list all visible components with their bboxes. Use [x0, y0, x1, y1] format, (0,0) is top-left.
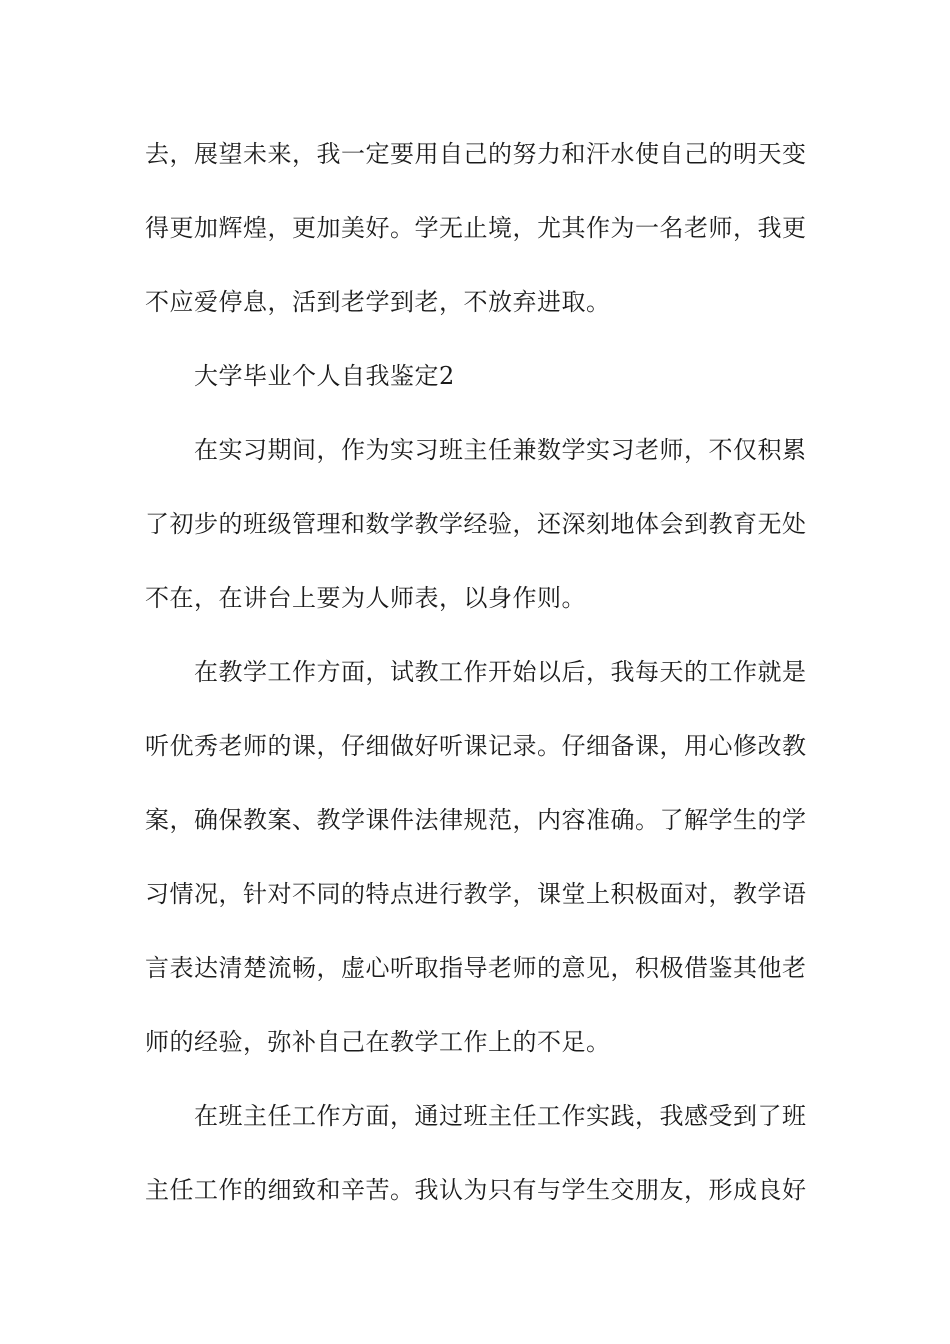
text-line: 言表达清楚流畅，虚心听取指导老师的意见，积极借鉴其他老 — [145, 954, 807, 982]
text-line: 不应爱停息，活到老学到老，不放弃进取。 — [145, 288, 611, 316]
paragraph-start-line: 在实习期间，作为实习班主任兼数学实习老师，不仅积累 — [194, 436, 807, 464]
paragraph-start-line: 在教学工作方面，试教工作开始以后，我每天的工作就是 — [194, 658, 807, 686]
text-line: 去，展望未来，我一定要用自己的努力和汗水使自己的明天变 — [145, 140, 807, 168]
text-line: 得更加辉煌，更加美好。学无止境，尤其作为一名老师，我更 — [145, 214, 807, 242]
text-line: 主任工作的细致和辛苦。我认为只有与学生交朋友，形成良好 — [145, 1176, 807, 1204]
text-line: 了初步的班级管理和数学教学经验，还深刻地体会到教育无处 — [145, 510, 807, 538]
text-line: 习情况，针对不同的特点进行教学，课堂上积极面对，教学语 — [145, 880, 807, 908]
paragraph-start-line: 在班主任工作方面，通过班主任工作实践，我感受到了班 — [194, 1102, 807, 1130]
text-line: 案，确保教案、教学课件法律规范，内容准确。了解学生的学 — [145, 806, 807, 834]
text-line: 师的经验，弥补自己在教学工作上的不足。 — [145, 1028, 611, 1056]
text-line: 听优秀老师的课，仔细做好听课记录。仔细备课，用心修改教 — [145, 732, 807, 760]
text-line: 不在，在讲台上要为人师表，以身作则。 — [145, 584, 586, 612]
section-heading: 大学毕业个人自我鉴定2 — [194, 362, 455, 390]
